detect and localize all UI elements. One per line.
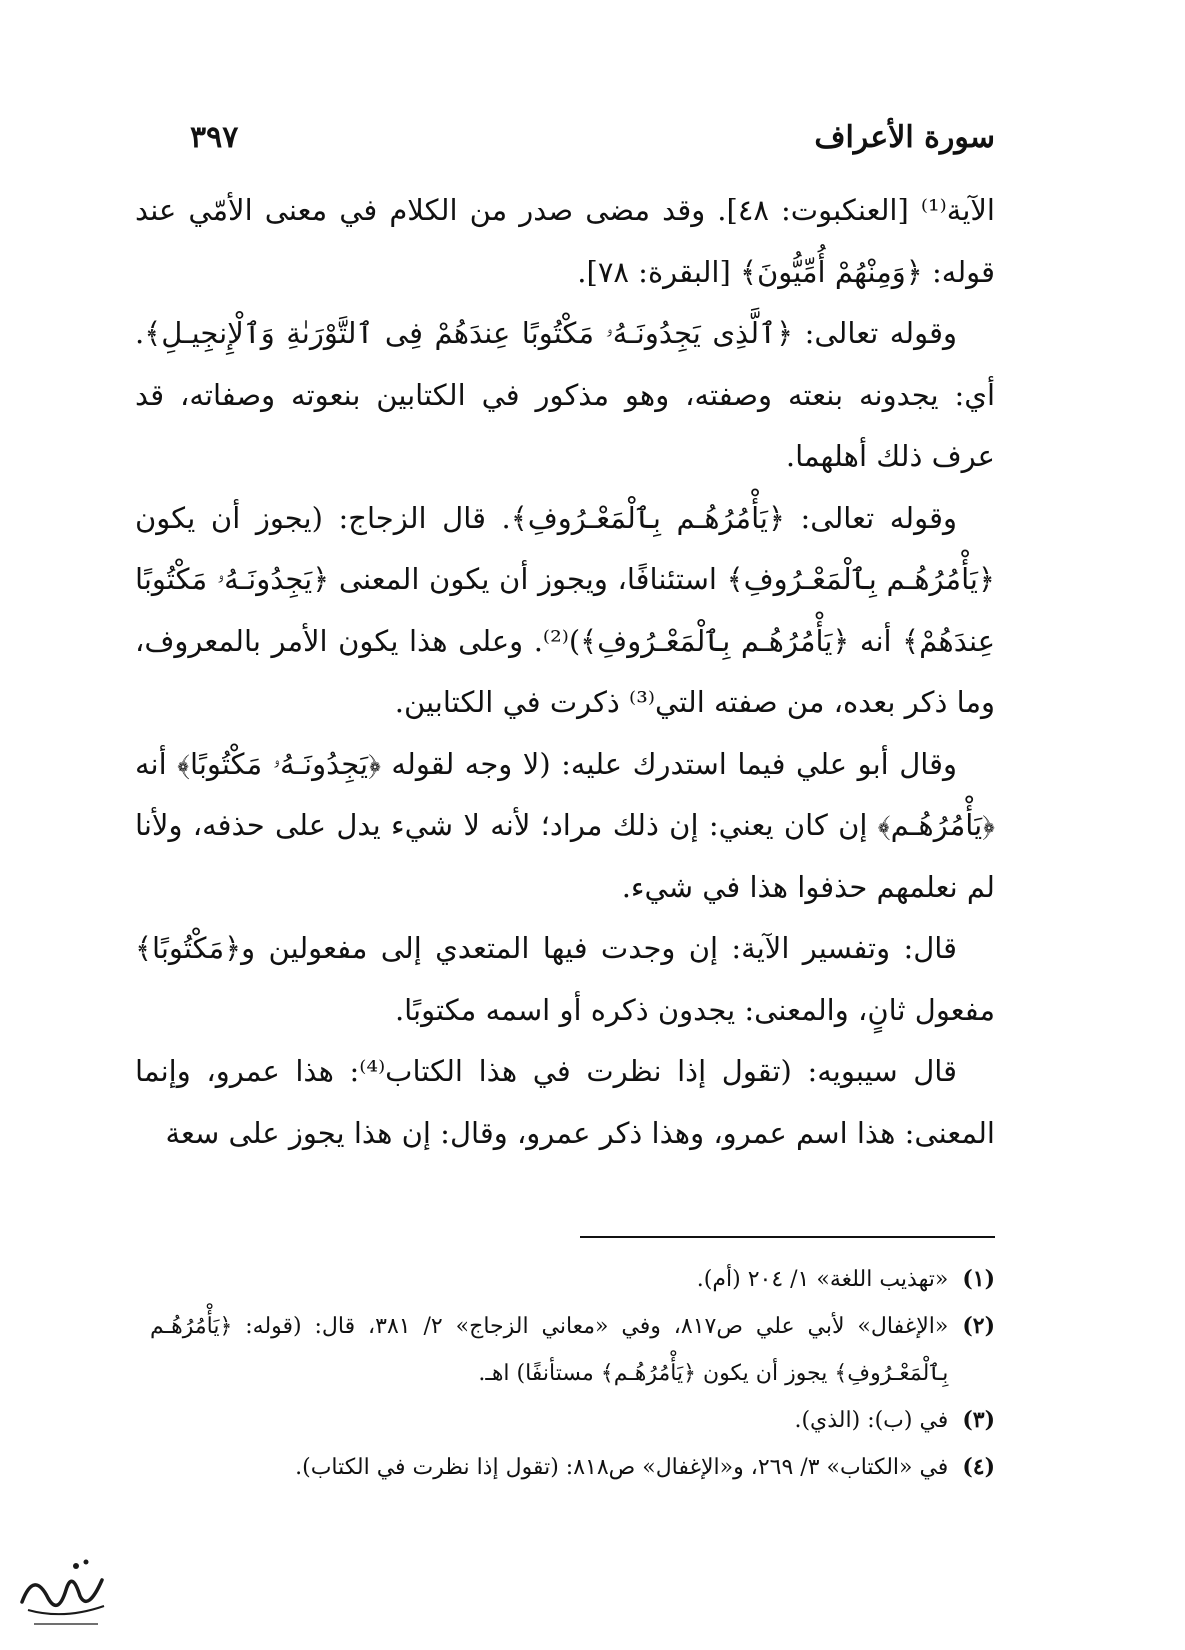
footnote-text: «الإغفال» لأبي علي ص٨١٧، وفي «معاني الزجاج» ٢/ ٣٨١، قال: (قوله: ﴿يَأْمُرُهُـم بِٱلْمَعْـرُوفِ﴾ يجوز أن يكون ﴿يَأْمُرُهُـم﴾ مستأنفًا) اهـ. xyxy=(150,1314,949,1386)
paragraph: وقوله تعالى: ﴿ٱلَّذِى يَجِدُونَـهُۥ مَكْتُوبًا عِندَهُمْ فِى ٱلتَّوْرَىٰةِ وَٱلْإِنجِيـلِ﴾. أي: يجدونه بنعته وصفته، وهو مذكور في الكتابين بنعوته وصفاته، قد عرف ذلك أهلهما. xyxy=(135,316,995,473)
footnote-text: «تهذيب اللغة» ١/ ٢٠٤ (أم). xyxy=(696,1267,949,1292)
footnote-number: (٢) xyxy=(962,1313,995,1339)
surah-title: سورة الأعراف xyxy=(814,119,995,155)
footnote xyxy=(150,1397,995,1444)
footnote xyxy=(150,1256,995,1303)
paragraph: الآية⁽¹⁾ [العنكبوت: ٤٨]. وقد مضى صدر من الكلام في معنى الأمّي عند قوله: ﴿وَمِنْهُمْ أُمِّيُّونَ﴾ [البقرة: ٧٨]. xyxy=(135,193,995,289)
footnote-separator xyxy=(580,1236,995,1238)
main-text xyxy=(135,180,995,1164)
paragraph: قال: وتفسير الآية: إن وجدت فيها المتعدي إلى مفعولين و﴿مَكْتُوبًا﴾ مفعول ثانٍ، والمعنى: يجدون ذكره أو اسمه مكتوبًا. xyxy=(135,931,995,1027)
footnote xyxy=(150,1303,995,1397)
paragraph: قال سيبويه: (تقول إذا نظرت في هذا الكتاب⁽⁴⁾: هذا عمرو، وإنما المعنى: هذا اسم عمرو، وهذا ذكر عمرو، وقال: إن هذا يجوز على سعة xyxy=(135,1054,995,1150)
footnote-text: في «الكتاب» ٣/ ٢٦٩، و«الإغفال» ص٨١٨: (تقول إذا نظرت في الكتاب). xyxy=(295,1455,949,1480)
footnote-number: (٣) xyxy=(962,1407,995,1433)
footnote-number: (١) xyxy=(962,1266,995,1292)
footnote-text: في (ب): (الذي). xyxy=(794,1408,949,1433)
publisher-logo-icon xyxy=(14,1540,114,1630)
page-header xyxy=(190,112,995,162)
footnote-number: (٤) xyxy=(962,1454,995,1480)
footnote xyxy=(150,1444,995,1491)
footnotes xyxy=(150,1256,995,1491)
page-number: ٣٩٧ xyxy=(190,119,239,155)
paragraph: وقوله تعالى: ﴿يَأْمُرُهُـم بِٱلْمَعْـرُوفِ﴾. قال الزجاج: (يجوز أن يكون ﴿يَأْمُرُهُـم بِٱلْمَعْـرُوفِ﴾ استئنافًا، ويجوز أن يكون المعنى ﴿يَجِدُونَـهُۥ مَكْتُوبًا عِندَهُمْ﴾ أنه ﴿يَأْمُرُهُـم بِٱلْمَعْـرُوفِ﴾)⁽²⁾. وعلى هذا يكون الأمر بالمعروف، وما ذكر بعده، من صفته التي⁽³⁾ ذكرت في الكتابين. xyxy=(135,500,995,719)
paragraph: وقال أبو علي فيما استدرك عليه: (لا وجه لقوله ﴿يَجِدُونَـهُۥ مَكْتُوبًا﴾ أنه ﴿يَأْمُرُهُـم﴾ إن كان يعني: إن ذلك مراد؛ لأنه لا شيء يدل على حذفه، ولأنا لم نعلمهم حذفوا هذا في شيء. xyxy=(135,746,995,904)
